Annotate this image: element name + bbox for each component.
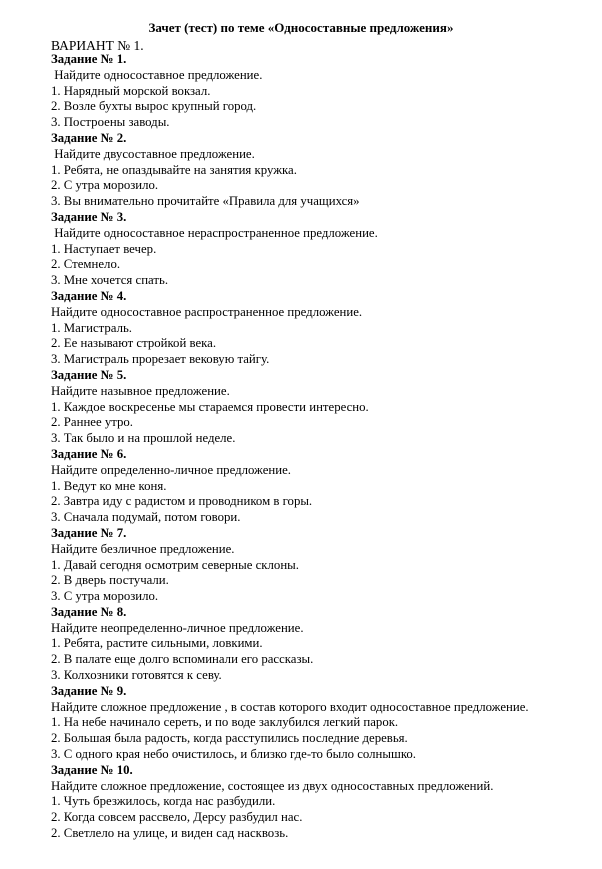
task-question: Найдите сложное предложение, состоящее из двух односоставных предложений.: [51, 778, 494, 793]
answer-option: 3. С одного края небо очистилось, и близко где-то было солнышко.: [51, 747, 416, 762]
answer-option: 1. Магистраль.: [51, 320, 132, 335]
task-heading: Задание № 2.: [51, 130, 127, 145]
answer-option: 2. Ее называют стройкой века.: [51, 336, 217, 351]
answer-option: 1. Чуть брезжилось, когда нас разбудили.: [51, 794, 276, 809]
answer-option: 2. Светлело на улице, и виден сад насквозь.: [51, 826, 289, 841]
answer-option: 3. Так было и на прошлой неделе.: [51, 431, 236, 446]
variant-label: ВАРИАНТ № 1.: [51, 38, 144, 53]
task-block: [51, 131, 599, 210]
answer-option: 3. Мне хочется спать.: [51, 273, 169, 288]
answer-option: 2. В дверь постучали.: [51, 573, 169, 588]
task-list: [51, 52, 599, 842]
task-question: Найдите односоставное предложение.: [51, 67, 263, 82]
answer-option: 2. Завтра иду с радистом и проводником в горы.: [51, 494, 313, 509]
answer-option: 3. Колхозники готовятся к севу.: [51, 668, 222, 683]
task-block: [51, 52, 599, 131]
task-heading: Задание № 5.: [51, 367, 127, 382]
answer-option: 2. Большая была радость, когда расступились последние деревья.: [51, 731, 408, 746]
answer-option: 2. Раннее утро.: [51, 415, 133, 430]
task-block: [51, 368, 599, 447]
task-question: Найдите определенно-личное предложение.: [51, 462, 291, 477]
answer-option: 1. Нарядный морской вокзал.: [51, 83, 211, 98]
task-heading: Задание № 4.: [51, 288, 127, 303]
answer-option: 1. Ведут ко мне коня.: [51, 478, 167, 493]
task-block: [51, 526, 599, 605]
answer-option: 1. Ребята, не опаздывайте на занятия кружка.: [51, 162, 297, 177]
answer-option: 1. Наступает вечер.: [51, 241, 157, 256]
task-question: Найдите односоставное нераспространенное предложение.: [51, 225, 378, 240]
answer-option: 3. С утра морозило.: [51, 589, 159, 604]
answer-option: 3. Магистраль прорезает вековую тайгу.: [51, 352, 270, 367]
task-block: [51, 210, 599, 289]
task-block: [51, 605, 599, 684]
task-question: Найдите назывное предложение.: [51, 383, 230, 398]
task-heading: Задание № 7.: [51, 525, 127, 540]
answer-option: 2. Возле бухты вырос крупный город.: [51, 99, 257, 114]
answer-option: 2. В палате еще долго вспоминали его рассказы.: [51, 652, 314, 667]
task-block: [51, 289, 599, 368]
task-question: Найдите сложное предложение , в состав которого входит односоставное предложение.: [51, 699, 529, 714]
document-title: Зачет (тест) по теме «Односоставные предложения»: [148, 20, 454, 35]
task-question: Найдите безличное предложение.: [51, 541, 235, 556]
answer-option: 2. Стемнело.: [51, 257, 121, 272]
task-question: Найдите неопределенно-личное предложение.: [51, 620, 304, 635]
task-heading: Задание № 10.: [51, 762, 133, 777]
task-heading: Задание № 9.: [51, 683, 127, 698]
answer-option: 1. Каждое воскресенье мы стараемся провести интересно.: [51, 399, 369, 414]
task-heading: Задание № 8.: [51, 604, 127, 619]
answer-option: 2. Когда совсем рассвело, Дерсу разбудил нас.: [51, 810, 303, 825]
answer-option: 1. Ребята, растите сильными, ловкими.: [51, 636, 263, 651]
answer-option: 1. Давай сегодня осмотрим северные склоны.: [51, 557, 299, 572]
answer-option: 3. Сначала подумай, потом говори.: [51, 510, 241, 525]
task-question: Найдите односоставное распространенное предложение.: [51, 304, 363, 319]
task-block: [51, 763, 599, 842]
task-block: [51, 684, 599, 763]
answer-option: 3. Вы внимательно прочитайте «Правила для учащихся»: [51, 194, 360, 209]
answer-option: 3. Построены заводы.: [51, 115, 170, 130]
task-block: [51, 447, 599, 526]
answer-option: 1. На небе начинало сереть, и по воде заклубился легкий парок.: [51, 715, 399, 730]
task-heading: Задание № 3.: [51, 209, 127, 224]
task-heading: Задание № 6.: [51, 446, 127, 461]
task-heading: Задание № 1.: [51, 52, 127, 66]
answer-option: 2. С утра морозило.: [51, 178, 159, 193]
task-question: Найдите двусоставное предложение.: [51, 146, 255, 161]
